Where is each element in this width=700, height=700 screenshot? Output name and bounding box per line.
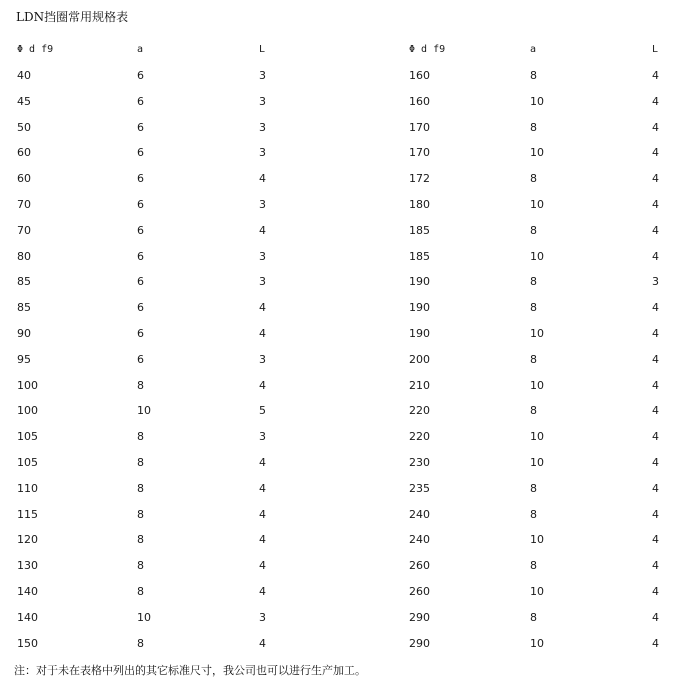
table-cell: 40 <box>17 69 31 82</box>
table-row <box>0 115 700 141</box>
table-cell: 10 <box>530 636 544 650</box>
table-row <box>0 502 700 528</box>
table-cell: 235 <box>409 481 430 495</box>
table-cell: 8 <box>530 120 537 134</box>
table-cell: 6 <box>137 223 144 237</box>
table-cell: 6 <box>137 94 144 108</box>
table-cell: 120 <box>17 533 38 547</box>
table-cell: 70 <box>17 223 31 237</box>
table-cell: 4 <box>259 301 266 315</box>
table-cell: 240 <box>409 507 430 521</box>
table-row <box>0 166 700 192</box>
table-cell: 6 <box>137 69 144 82</box>
table-cell: 8 <box>530 507 537 521</box>
table-cell: 4 <box>652 559 659 573</box>
table-cell: 8 <box>137 507 144 521</box>
table-row <box>0 321 700 347</box>
table-cell: 10 <box>530 585 544 598</box>
table-cell: 4 <box>652 223 659 237</box>
table-cell: 290 <box>409 636 430 650</box>
table-cell: 4 <box>652 507 659 521</box>
table-cell: 4 <box>259 533 266 547</box>
table-cell: 6 <box>137 146 144 160</box>
table-cell: 6 <box>137 327 144 340</box>
table-cell: 95 <box>17 352 31 366</box>
table-cell: 6 <box>137 275 144 289</box>
table-cell: 130 <box>17 559 38 573</box>
table-cell: 10 <box>530 533 544 547</box>
table-cell: 8 <box>137 378 144 392</box>
table-cell: 4 <box>652 327 659 340</box>
table-cell: 8 <box>137 481 144 495</box>
table-cell: 170 <box>409 146 430 160</box>
header-a-left: a <box>137 44 144 55</box>
table-cell: 4 <box>652 172 659 186</box>
table-cell: 45 <box>17 94 31 108</box>
table-cell: 10 <box>530 456 544 469</box>
table-cell: 160 <box>409 94 430 108</box>
table-cell: 50 <box>17 120 31 134</box>
table-row <box>0 527 700 553</box>
table-cell: 8 <box>530 404 537 418</box>
table-cell: 185 <box>409 249 430 263</box>
table-cell: 220 <box>409 430 430 444</box>
table-cell: 8 <box>530 559 537 573</box>
table-cell: 80 <box>17 249 31 263</box>
table-cell: 160 <box>409 69 430 82</box>
table-cell: 4 <box>259 378 266 392</box>
table-cell: 3 <box>259 69 266 82</box>
table-cell: 4 <box>652 481 659 495</box>
table-row <box>0 553 700 579</box>
footnote: 注：对于未在表格中列出的其它标准尺寸，我公司也可以进行生产加工。 <box>14 664 366 677</box>
table-cell: 4 <box>652 146 659 160</box>
table-cell: 8 <box>137 636 144 650</box>
table-cell: 110 <box>17 481 38 495</box>
table-cell: 3 <box>259 249 266 263</box>
table-cell: 140 <box>17 610 38 624</box>
table-cell: 8 <box>530 301 537 315</box>
table-cell: 4 <box>652 456 659 469</box>
table-cell: 8 <box>137 585 144 598</box>
table-cell: 4 <box>259 481 266 495</box>
table-row <box>0 192 700 218</box>
table-row <box>0 398 700 424</box>
header-l-left: L <box>259 44 266 55</box>
table-cell: 4 <box>652 610 659 624</box>
table-cell: 4 <box>259 636 266 650</box>
table-cell: 180 <box>409 198 430 211</box>
table-cell: 4 <box>652 585 659 598</box>
table-cell: 4 <box>652 301 659 315</box>
table-cell: 4 <box>259 507 266 521</box>
table-cell: 10 <box>530 249 544 263</box>
table-cell: 3 <box>259 198 266 211</box>
table-cell: 4 <box>259 223 266 237</box>
table-cell: 6 <box>137 352 144 366</box>
table-cell: 8 <box>137 559 144 573</box>
table-cell: 4 <box>652 378 659 392</box>
table-cell: 10 <box>530 327 544 340</box>
table-cell: 3 <box>259 146 266 160</box>
table-cell: 90 <box>17 327 31 340</box>
table-cell: 172 <box>409 172 430 186</box>
table-cell: 6 <box>137 172 144 186</box>
table-cell: 190 <box>409 275 430 289</box>
table-cell: 6 <box>137 301 144 315</box>
table-cell: 200 <box>409 352 430 366</box>
table-cell: 3 <box>652 275 659 289</box>
header-diameter-left: Φ d f9 <box>17 44 54 55</box>
table-cell: 4 <box>652 249 659 263</box>
table-row <box>0 269 700 295</box>
table-cell: 4 <box>259 559 266 573</box>
table-cell: 8 <box>530 223 537 237</box>
table-row <box>0 450 700 476</box>
table-cell: 10 <box>530 198 544 211</box>
table-row <box>0 347 700 373</box>
table-cell: 8 <box>530 481 537 495</box>
table-row <box>0 373 700 399</box>
table-cell: 8 <box>530 69 537 82</box>
table-cell: 3 <box>259 352 266 366</box>
table-cell: 240 <box>409 533 430 547</box>
table-cell: 3 <box>259 610 266 624</box>
table-cell: 3 <box>259 94 266 108</box>
table-row <box>0 140 700 166</box>
table-cell: 4 <box>652 352 659 366</box>
table-cell: 6 <box>137 249 144 263</box>
table-cell: 170 <box>409 120 430 134</box>
table-cell: 10 <box>530 146 544 160</box>
table-row <box>0 605 700 631</box>
header-diameter-right: Φ d f9 <box>409 44 446 55</box>
table-cell: 4 <box>652 94 659 108</box>
table-cell: 4 <box>259 456 266 469</box>
table-row <box>0 476 700 502</box>
table-cell: 10 <box>530 378 544 392</box>
table-row <box>0 424 700 450</box>
table-cell: 8 <box>137 456 144 469</box>
header-a-right: a <box>530 44 537 55</box>
table-cell: 8 <box>530 610 537 624</box>
table-cell: 290 <box>409 610 430 624</box>
table-cell: 70 <box>17 198 31 211</box>
table-cell: 4 <box>652 533 659 547</box>
table-cell: 140 <box>17 585 38 598</box>
table-cell: 8 <box>530 275 537 289</box>
table-cell: 210 <box>409 378 430 392</box>
table-cell: 115 <box>17 507 38 521</box>
table-cell: 4 <box>259 172 266 186</box>
table-cell: 8 <box>137 430 144 444</box>
table-cell: 3 <box>259 430 266 444</box>
table-cell: 4 <box>259 585 266 598</box>
table-cell: 5 <box>259 404 266 418</box>
table-cell: 260 <box>409 559 430 573</box>
table-cell: 4 <box>652 636 659 650</box>
table-cell: 4 <box>652 120 659 134</box>
table-cell: 10 <box>137 404 151 418</box>
table-cell: 220 <box>409 404 430 418</box>
table-cell: 6 <box>137 198 144 211</box>
table-cell: 4 <box>652 404 659 418</box>
table-cell: 260 <box>409 585 430 598</box>
page-title: LDN挡圈常用规格表 <box>16 10 129 24</box>
table-row <box>0 218 700 244</box>
table-cell: 4 <box>652 198 659 211</box>
table-cell: 4 <box>652 69 659 82</box>
table-row <box>0 89 700 115</box>
table-row <box>0 631 700 657</box>
table-cell: 3 <box>259 120 266 134</box>
table-cell: 185 <box>409 223 430 237</box>
table-cell: 150 <box>17 636 38 650</box>
table-cell: 190 <box>409 301 430 315</box>
table-cell: 105 <box>17 456 38 469</box>
table-cell: 8 <box>530 172 537 186</box>
table-cell: 3 <box>259 275 266 289</box>
table-cell: 60 <box>17 146 31 160</box>
table-cell: 6 <box>137 120 144 134</box>
table-cell: 4 <box>259 327 266 340</box>
table-cell: 100 <box>17 378 38 392</box>
table-header <box>0 37 700 63</box>
table-cell: 10 <box>530 430 544 444</box>
table-cell: 60 <box>17 172 31 186</box>
table-row <box>0 579 700 605</box>
table-cell: 8 <box>137 533 144 547</box>
table-cell: 85 <box>17 275 31 289</box>
table-cell: 10 <box>137 610 151 624</box>
table-cell: 190 <box>409 327 430 340</box>
table-cell: 230 <box>409 456 430 469</box>
table-row <box>0 295 700 321</box>
table-cell: 85 <box>17 301 31 315</box>
table-cell: 4 <box>652 430 659 444</box>
table-cell: 10 <box>530 94 544 108</box>
table-cell: 100 <box>17 404 38 418</box>
table-row <box>0 244 700 270</box>
table-cell: 105 <box>17 430 38 444</box>
table-row <box>0 63 700 89</box>
header-l-right: L <box>652 44 659 55</box>
table-cell: 8 <box>530 352 537 366</box>
